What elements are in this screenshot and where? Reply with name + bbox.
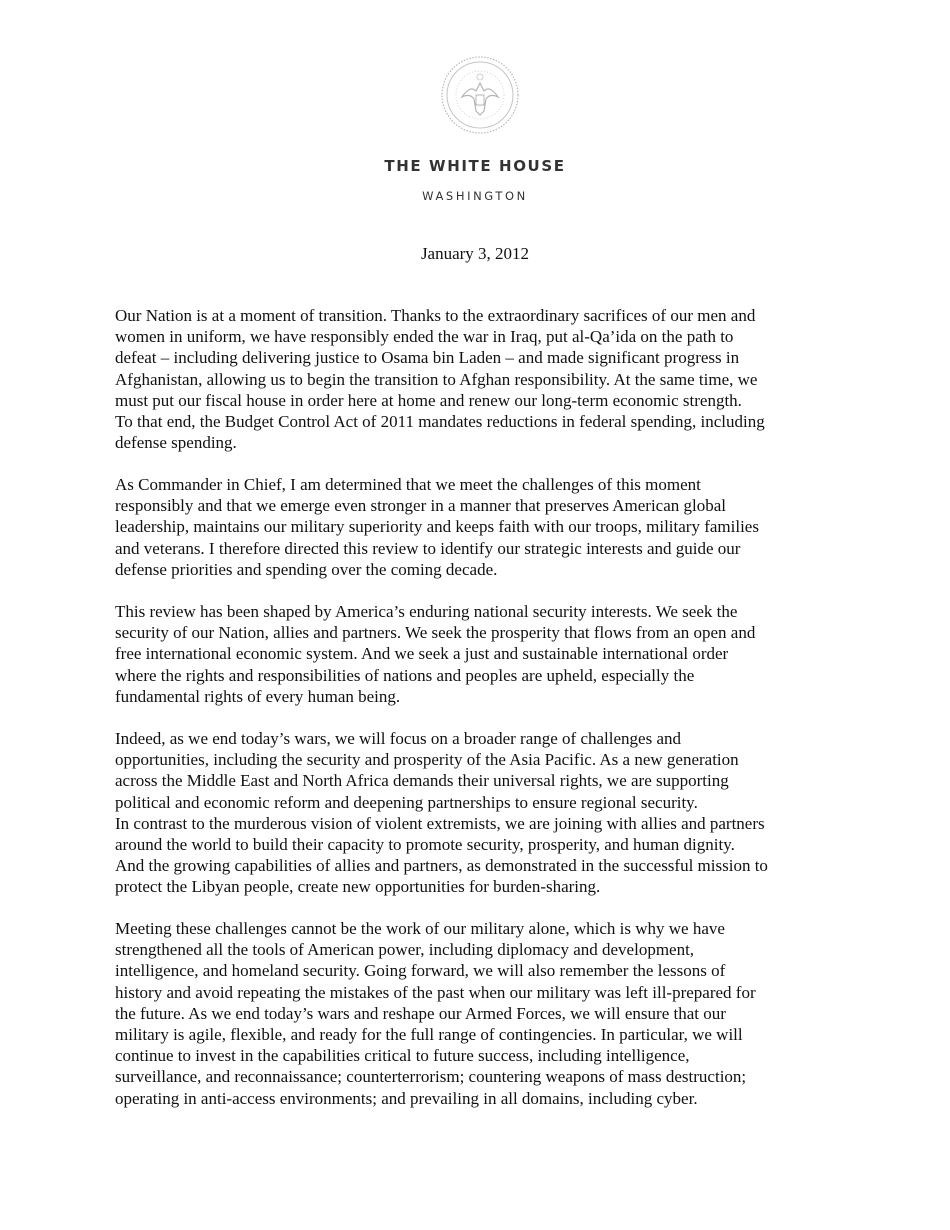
paragraph-line: defense priorities and spending over the coming decade. <box>115 559 498 579</box>
paragraph-line: across the Middle East and North Africa demands their universal rights, we are supporting <box>115 771 729 791</box>
paragraph-3 <box>115 601 755 707</box>
paragraph-line: To that end, the Budget Control Act of 2011 mandates reductions in federal spending, including <box>115 412 765 432</box>
paragraph-line: surveillance, and reconnaissance; counterterrorism; countering weapons of mass destruction; <box>115 1067 747 1087</box>
paragraph-line: defeat – including delivering justice to Osama bin Laden – and made significant progress in <box>115 348 740 368</box>
paragraph-line: security of our Nation, allies and partners. We seek the prosperity that flows from an open and <box>115 623 756 643</box>
paragraph-4 <box>115 728 768 898</box>
paragraph-line: As Commander in Chief, I am determined that we meet the challenges of this moment <box>115 475 701 494</box>
paragraph-line: In contrast to the murderous vision of violent extremists, we are joining with allies and partners <box>115 813 765 833</box>
paragraph-line: around the world to build their capacity to promote security, prosperity, and human dignity. <box>115 835 735 855</box>
paragraph-line: strengthened all the tools of American power, including diplomacy and development, <box>115 940 695 960</box>
paragraph-line: operating in anti-access environments; and prevailing in all domains, including cyber. <box>115 1088 698 1108</box>
paragraph-line: history and avoid repeating the mistakes of the past when our military was left ill-prepared for <box>115 982 756 1002</box>
letter-date: January 3, 2012 <box>420 244 530 263</box>
paragraph-line: leadership, maintains our military superiority and keeps faith with our troops, military families <box>115 517 759 537</box>
paragraph-line: fundamental rights of every human being. <box>115 686 401 706</box>
paragraph-line: protect the Libyan people, create new opportunities for burden-sharing. <box>115 877 601 897</box>
paragraph-line: continue to invest in the capabilities critical to future success, including intelligence, <box>115 1046 690 1066</box>
paragraph-line: Afghanistan, allowing us to begin the transition to Afghan responsibility. At the same time, we <box>115 369 758 389</box>
paragraph-line: Indeed, as we end today’s wars, we will focus on a broader range of challenges and <box>115 729 681 748</box>
paragraph-line: intelligence, and homeland security. Going forward, we will also remember the lessons of <box>115 961 726 981</box>
paragraph-line: and veterans. I therefore directed this review to identify our strategic interests and guide our <box>115 538 741 558</box>
paragraph-line: where the rights and responsibilities of nations and peoples are upheld, especially the <box>115 665 695 685</box>
paragraph-line: the future. As we end today’s wars and reshape our Armed Forces, we will ensure that our <box>115 1003 726 1023</box>
paragraph-line: free international economic system. And we seek a just and sustainable international order <box>115 644 729 664</box>
paragraph-line: responsibly and that we emerge even stronger in a manner that preserves American global <box>115 496 727 516</box>
paragraph-line: And the growing capabilities of allies and partners, as demonstrated in the successful mission to <box>115 856 768 876</box>
paragraph-line: women in uniform, we have responsibly ended the war in Iraq, put al-Qa’ida on the path to <box>115 327 734 347</box>
paragraph-2 <box>115 474 759 580</box>
paragraph-line: Meeting these challenges cannot be the work of our military alone, which is why we have <box>115 919 725 938</box>
org-name: THE WHITE HOUSE <box>384 157 566 175</box>
paragraph-line: political and economic reform and deepening partnerships to ensure regional security. <box>115 792 698 812</box>
presidential-seal-icon <box>440 55 520 135</box>
paragraph-line: must put our fiscal house in order here at home and renew our long-term economic strength. <box>115 390 742 410</box>
paragraph-line: This review has been shaped by America’s enduring national security interests. We seek the <box>115 602 738 621</box>
paragraph-1 <box>115 305 765 453</box>
paragraph-line: Our Nation is at a moment of transition. Thanks to the extraordinary sacrifices of our men and <box>115 306 756 325</box>
paragraph-5 <box>115 918 756 1109</box>
org-city: WASHINGTON <box>422 189 528 203</box>
paragraph-line: defense spending. <box>115 433 237 453</box>
paragraph-line: military is agile, flexible, and ready for the full range of contingencies. In particular, we will <box>115 1025 743 1045</box>
paragraph-line: opportunities, including the security and prosperity of the Asia Pacific. As a new generation <box>115 750 739 770</box>
